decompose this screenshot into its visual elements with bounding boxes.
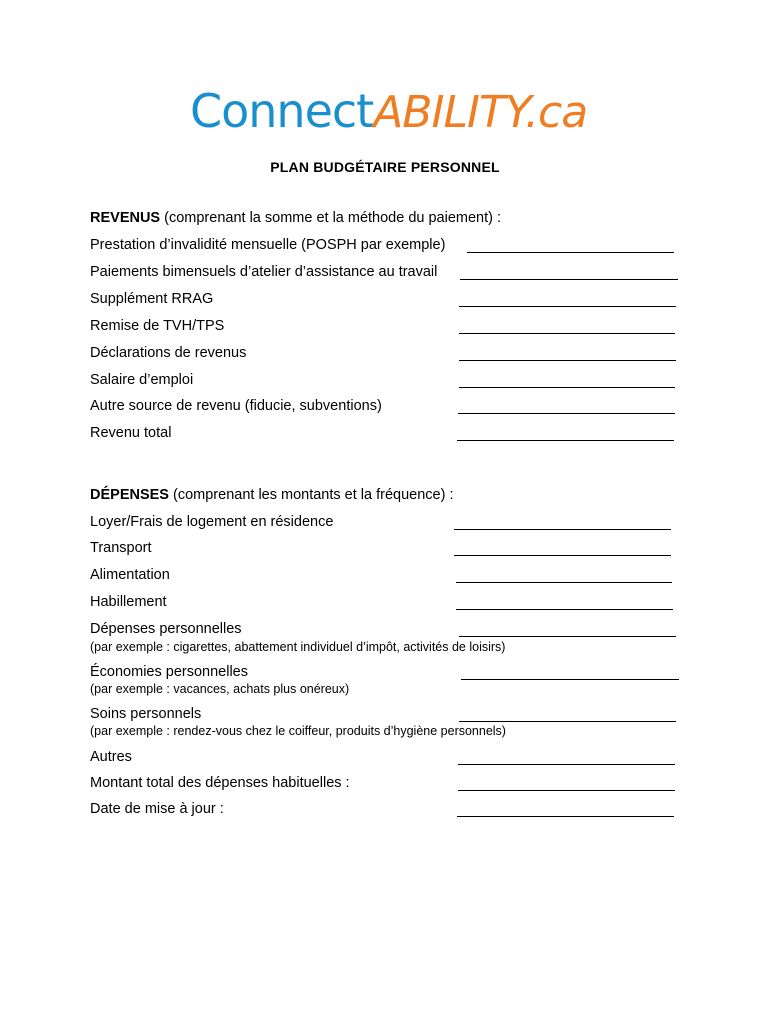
revenus-item-salaire: Salaire d’emploi <box>90 372 194 388</box>
depenses-item-autres: Autres <box>90 749 132 765</box>
depenses-item-loyer: Loyer/Frais de logement en résidence <box>90 514 334 530</box>
revenus-item-declarations: Déclarations de revenus <box>90 345 247 361</box>
depenses-habillement-field[interactable] <box>456 609 673 610</box>
depenses-heading: DÉPENSES <box>90 487 169 503</box>
revenus-heading-note: (comprenant la somme et la méthode du paiement) : <box>160 210 502 226</box>
revenus-item-paiements: Paiements bimensuels d’atelier d’assistance au travail <box>90 264 438 280</box>
page-title: PLAN BUDGÉTAIRE PERSONNEL <box>270 159 500 175</box>
depenses-personnelles-note: (par exemple : cigarettes, abattement individuel d’impôt, activités de loisirs) <box>90 640 506 654</box>
depenses-item-montant-total: Montant total des dépenses habituelles : <box>90 775 350 791</box>
depenses-item-alimentation: Alimentation <box>90 567 170 583</box>
revenus-item-tvh: Remise de TVH/TPS <box>90 318 225 334</box>
depenses-date-field[interactable] <box>457 816 674 817</box>
revenus-prestation-field[interactable] <box>467 252 674 253</box>
revenus-declarations-field[interactable] <box>459 360 676 361</box>
depenses-item-habillement: Habillement <box>90 594 167 610</box>
revenus-heading-row <box>90 210 501 227</box>
depenses-alimentation-field[interactable] <box>456 582 672 583</box>
depenses-montant-total-field[interactable] <box>458 790 675 791</box>
revenus-paiements-field[interactable] <box>460 279 678 280</box>
depenses-item-soins: Soins personnels <box>90 706 202 722</box>
depenses-soins-field[interactable] <box>459 721 676 722</box>
depenses-transport-field[interactable] <box>454 555 671 556</box>
revenus-autre-source-field[interactable] <box>458 413 675 414</box>
depenses-item-transport: Transport <box>90 540 152 556</box>
revenus-rrag-field[interactable] <box>459 306 676 307</box>
logo-ability-text: ABILITY.ca <box>373 87 588 138</box>
depenses-soins-note: (par exemple : rendez-vous chez le coiffeur, produits d’hygiène personnels) <box>90 724 506 738</box>
depenses-economies-note: (par exemple : vacances, achats plus onéreux) <box>90 682 350 696</box>
revenus-tvh-field[interactable] <box>459 333 675 334</box>
revenus-heading: REVENUS <box>90 210 161 226</box>
connectability-logo <box>190 84 588 138</box>
revenus-item-rrag: Supplément RRAG <box>90 291 214 307</box>
revenus-total-field[interactable] <box>457 440 674 441</box>
depenses-item-date-mise-a-jour: Date de mise à jour : <box>90 801 224 817</box>
depenses-personnelles-field[interactable] <box>459 636 676 637</box>
depenses-economies-field[interactable] <box>461 679 679 680</box>
logo-connect-text: Connect <box>190 84 374 138</box>
depenses-loyer-field[interactable] <box>454 529 671 530</box>
revenus-salaire-field[interactable] <box>459 387 675 388</box>
revenus-item-total: Revenu total <box>90 425 172 441</box>
depenses-heading-row <box>90 487 454 504</box>
depenses-heading-note: (comprenant les montants et la fréquence) : <box>168 487 454 503</box>
depenses-item-economies: Économies personnelles <box>90 664 248 680</box>
revenus-item-prestation: Prestation d’invalidité mensuelle (POSPH par exemple) <box>90 237 446 253</box>
revenus-item-autre-source: Autre source de revenu (fiducie, subventions) <box>90 398 382 414</box>
depenses-autres-field[interactable] <box>458 764 675 765</box>
depenses-item-personnelles: Dépenses personnelles <box>90 621 242 637</box>
